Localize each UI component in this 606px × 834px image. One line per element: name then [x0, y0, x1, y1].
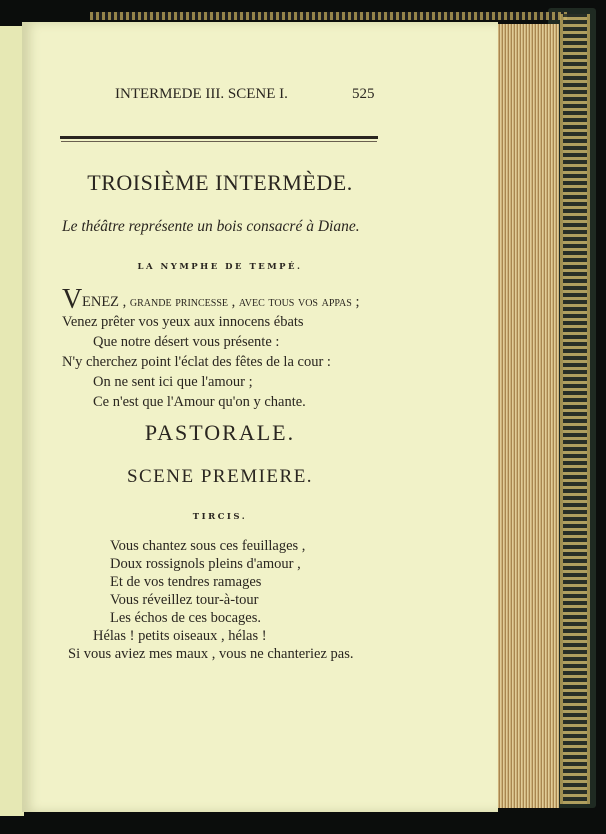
- verse-line: Et de vos tendres ramages: [110, 574, 262, 590]
- verse-line: ENEZ , grande princesse , avec tous vos appas ;: [82, 294, 360, 310]
- section-heading: PASTORALE.: [144, 420, 296, 445]
- verse-line: Ce n'est que l'Amour qu'on y chante.: [93, 394, 306, 410]
- page-number: 525: [352, 86, 375, 102]
- verse-line: Si vous aviez mes maux , vous ne chanteriez pas.: [68, 646, 354, 662]
- verse-line: Que notre désert vous présente :: [93, 334, 280, 350]
- verse-line: On ne sent ici que l'amour ;: [93, 374, 253, 390]
- page-title: TROISIÈME INTERMÈDE.: [87, 170, 353, 195]
- running-header: INTERMEDE III. SCENE I.: [115, 86, 288, 102]
- verse-line: Venez prêter vos yeux aux innocens ébats: [62, 314, 304, 330]
- verse-line: N'y cherchez point l'éclat des fêtes de la cour :: [62, 354, 331, 370]
- header-rule: [60, 136, 378, 139]
- stage-direction: Le théâtre représente un bois consacré à Diane.: [62, 218, 360, 235]
- verse-line: Les échos de ces bocages.: [110, 610, 261, 626]
- scene-heading: SCENE PREMIERE.: [126, 466, 314, 487]
- verse-line: Vous réveillez tour-à-tour: [110, 592, 259, 608]
- verse-line: Doux rossignols pleins d'amour ,: [110, 556, 301, 572]
- verse-line: Vous chantez sous ces feuillages ,: [110, 538, 306, 554]
- speaker-name: LA NYMPHE DE TEMPÉ.: [137, 262, 303, 272]
- speaker-name: TIRCIS.: [192, 512, 248, 522]
- verse-line: Hélas ! petits oiseaux , hélas !: [93, 628, 267, 644]
- drop-cap: V: [62, 284, 83, 315]
